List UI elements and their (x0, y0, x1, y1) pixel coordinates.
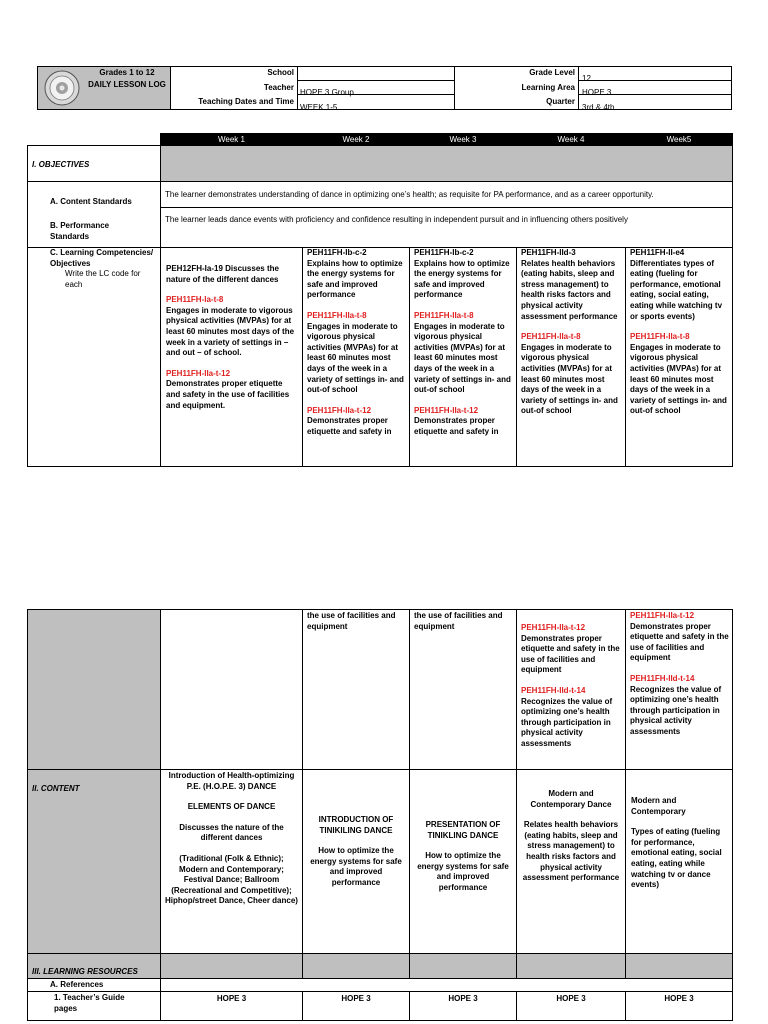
tg-week3: HOPE 3 (409, 991, 517, 1021)
deped-seal (44, 70, 80, 106)
grade-level-cell (578, 66, 732, 81)
content-standards-text: The learner demonstrates understanding of dance in optimizing one’s health; as requisite for PA performance, and as a career opportunity. (165, 190, 654, 199)
tg-week1: HOPE 3 (160, 991, 303, 1021)
content-week5: Modern and Contemporary Types of eating (fueling for performance, emotional eating, social eating, eating while watching tv or dance events) (625, 769, 733, 954)
objectives-label-cell (27, 145, 161, 182)
quarter-value: 3rd & 4th (582, 103, 615, 112)
references-label-cell (27, 978, 161, 992)
week-header-2: Week 2 (302, 133, 410, 146)
performance-standards-text: The learner leads dance events with proficiency and confidence resulting in independent pursuit and in influencing others positively (165, 215, 628, 224)
grade-level-label: Grade Level (529, 68, 575, 77)
content-week2: INTRODUCTION OF TINIKILING DANCE How to optimize the energy systems for safe and improved performance (302, 769, 410, 954)
learning-area-cell (578, 80, 732, 95)
continuation-week4: PEH11FH-IIa-t-12 Demonstrates proper etiquette and safety in the use of facilities and equipment PEH11FH-IId-t-14 Recognizes the value of optimizing one’s health through participation in physical activity assessments (516, 609, 626, 770)
week-header-1: Week 1 (160, 133, 303, 146)
competencies-week4: PEH11FH-IId-3 Relates health behaviors (eating habits, sleep and stress management) to health risks factors and physical activity assessment performance PEH11FH-IIa-t-8 Engages in moderate to vigorous physical activities (MVPAs) for at least 60 minutes most days of the week in a variety of settings in- and out-of school (516, 247, 626, 467)
resources-heading: III. LEARNING RESOURCES (32, 967, 138, 976)
dates-value-cell (297, 94, 455, 110)
school-label: School (267, 68, 294, 77)
grades-label: Grades 1 to 12 (99, 68, 155, 77)
daily-lesson-log-label: DAILY LESSON LOG (88, 80, 166, 89)
performance-standards-label: B. Performance Standards (50, 221, 110, 241)
continuation-week1 (160, 609, 303, 770)
tg-week4: HOPE 3 (516, 991, 626, 1021)
continuation-week2: the use of facilities and equipment (302, 609, 410, 770)
references-label: A. References (50, 980, 104, 989)
resources-gray-1 (160, 953, 303, 979)
school-value (297, 66, 455, 81)
content-week1: Introduction of Health-optimizing P.E. (H.O.P.E. 3) DANCE ELEMENTS OF DANCE Discusses the nature of the different dances (Traditional (Folk & Ethnic); Modern and Contemporary; Festival Dance; Ballroom (Recreational and Competitive); Hiphop/street Dance, Cheer dance) (160, 769, 303, 954)
learning-area-value: HOPE 3 (582, 88, 612, 97)
tg-week5: HOPE 3 (625, 991, 733, 1021)
week-header-3: Week 3 (409, 133, 517, 146)
teacher-value-cell (297, 80, 455, 95)
dates-value: WEEK 1-5 (300, 103, 338, 112)
continuation-week3: the use of facilities and equipment (409, 609, 517, 770)
teacher-value: HOPE 3 Group (300, 88, 354, 97)
competencies-week5: PEH11FH-II-e4 Differentiates types of eating (fueling for performance, emotional eating, social eating, eating while watching tv or sports events) PEH11FH-IIa-t-8 Engages in moderate to vigorous physical activities (MVPAs) for at least 60 minutes most days of the week in a variety of settings in- and out-of school (625, 247, 733, 467)
resources-gray-5 (625, 953, 733, 979)
learning-area-label: Learning Area (521, 83, 575, 92)
week-header-5: Week5 (625, 133, 733, 146)
quarter-label: Quarter (546, 97, 575, 106)
resources-label-cell (27, 953, 161, 979)
competencies-label: C. Learning Competencies/ Objectives Write the LC code for each (50, 248, 158, 290)
competencies-note: Write the LC code for each (65, 269, 141, 289)
tg-label-cell (27, 991, 161, 1021)
content-label-cell (27, 769, 161, 954)
performance-standards-cell (160, 207, 733, 248)
teaching-dates-label: Teaching Dates and Time (198, 97, 294, 106)
competencies-week3: PEH11FH-Ib-c-2 Explains how to optimize the energy systems for safe and improved performance PEH11FH-IIa-t-8 Engages in moderate to vigorous physical activities (MVPAs) for at least 60 minutes most days of the week in a variety of settings in- and out-of school PEH11FH-IIa-t-12 Demonstrates proper etiquette and safety in (409, 247, 517, 467)
quarter-cell (578, 94, 732, 110)
week-header-4: Week 4 (516, 133, 626, 146)
references-row (160, 978, 733, 992)
competencies-week1: PEH12FH-Ia-19 Discusses the nature of the different dances PEH11FH-Ia-t-8 Engages in moderate to vigorous physical activities (MVPAs) for at least 60 minutes most days of the week in a variety of settings in – and out – of school. PEH11FH-IIa-t-12 Demonstrates proper etiquette and safety in the use of facilities and equipment. (160, 247, 303, 467)
objectives-gray-band (160, 145, 733, 182)
content-standards-label: A. Content Standards (50, 197, 132, 206)
content-week3: PRESENTATION OF TINIKLING DANCE How to optimize the energy systems for safe and improved performance (409, 769, 517, 954)
resources-gray-3 (409, 953, 517, 979)
resources-gray-2 (302, 953, 410, 979)
teacher-label: Teacher (263, 83, 294, 92)
content-week4: Modern and Contemporary Dance Relates health behaviors (eating habits, sleep and stress management) to health risks factors and physical activity assessment performance (516, 769, 626, 954)
tg-week2: HOPE 3 (302, 991, 410, 1021)
grade-level-value: 12 (582, 74, 591, 83)
competencies-week2: PEH11FH-Ib-c-2 Explains how to optimize the energy systems for safe and improved performance PEH11FH-IIa-t-8 Engages in moderate to vigorous physical activities (MVPAs) for at least 60 minutes most days of the week in a variety of settings in- and out-of school PEH11FH-IIa-t-12 Demonstrates proper etiquette and safety in (302, 247, 410, 467)
content-heading: II. CONTENT (32, 784, 80, 793)
tg-label: 1. Teacher’s Guide pages (54, 993, 125, 1013)
objectives-heading: I. OBJECTIVES (32, 160, 90, 169)
resources-gray-4 (516, 953, 626, 979)
continuation-left-gray (27, 609, 161, 770)
content-standards-cell (160, 181, 733, 208)
continuation-week5: PEH11FH-IIa-t-12 Demonstrates proper etiquette and safety in the use of facilities and equipment PEH11FH-IId-t-14 Recognizes the value of optimizing one’s health through participation in physical activity assessments (625, 609, 733, 770)
